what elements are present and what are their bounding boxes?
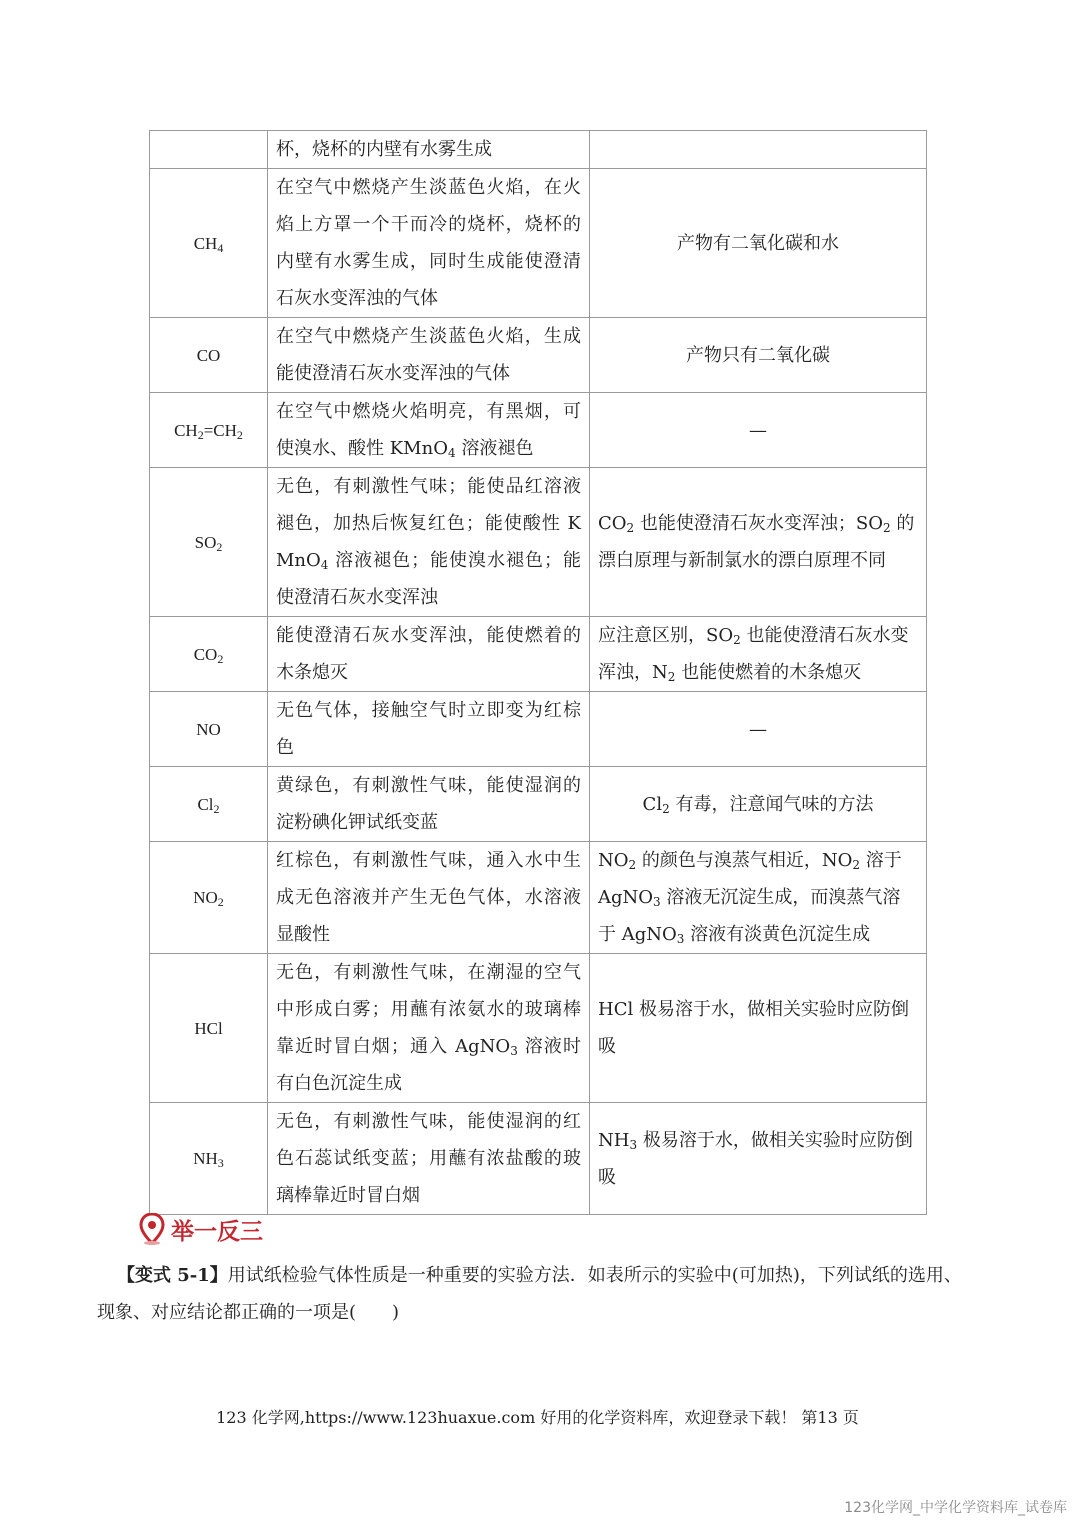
subscript: 3 bbox=[629, 1137, 638, 1152]
question-tag: 【变式 5-1】 bbox=[117, 1265, 228, 1286]
table-row bbox=[150, 617, 927, 692]
subscript: 2 bbox=[662, 801, 670, 816]
subscript: 2 bbox=[852, 858, 861, 872]
note-cell: 产物有二氧化碳和水 bbox=[590, 169, 927, 318]
subscript: 3 bbox=[676, 932, 685, 946]
property-cell: 黄绿色，有刺激性气味，能使湿润的淀粉碘化钾试纸变蓝 bbox=[268, 767, 590, 842]
subscript: 2 bbox=[217, 651, 224, 666]
location-pin-icon bbox=[139, 1213, 165, 1245]
question-text: 用试纸检验气体性质是一种重要的实验方法．如表所示的实验中(可加热)，下列试纸的选用、现象、对应结论都正确的一项是( ) bbox=[97, 1265, 962, 1323]
subscript: 2 bbox=[213, 801, 220, 816]
property-cell: 无色，有刺激性气味；能使品红溶液褪色，加热后恢复红色；能使酸性 KMnO$_4$ 溶液褪色；能使溴水褪色；能使澄清石灰水变浑浊 bbox=[268, 468, 590, 617]
table-row bbox=[150, 169, 927, 318]
property-cell: 无色气体，接触空气时立即变为红棕色 bbox=[268, 692, 590, 767]
table-row bbox=[150, 131, 927, 169]
property-cell: 能使澄清石灰水变浑浊，能使燃着的木条熄灭 bbox=[268, 617, 590, 692]
table-row bbox=[150, 842, 927, 954]
note-cell: — bbox=[590, 393, 927, 468]
gas-cell: $NH_3$ bbox=[150, 1103, 268, 1215]
subscript: 4 bbox=[320, 558, 329, 572]
gas-cell: $CO_2$ bbox=[150, 617, 268, 692]
note-cell: $NH_3$ 极易溶于水，做相关实验时应防倒吸 bbox=[590, 1103, 927, 1215]
gas-cell: $Cl_2$ bbox=[150, 767, 268, 842]
subscript: 2 bbox=[628, 858, 637, 872]
table-row bbox=[150, 318, 927, 393]
note-cell: HCl 极易溶于水，做相关实验时应防倒吸 bbox=[590, 954, 927, 1103]
gas-cell: $CH_2=CH_2$ bbox=[150, 393, 268, 468]
gas-cell: $SO_2$ bbox=[150, 468, 268, 617]
note-cell bbox=[590, 131, 927, 169]
subscript: 3 bbox=[217, 1156, 224, 1170]
subscript: 4 bbox=[447, 446, 456, 460]
property-cell: 在空气中燃烧产生淡蓝色火焰，生成能使澄清石灰水变浑浊的气体 bbox=[268, 318, 590, 393]
property-cell: 红棕色，有刺激性气味，通入水中生成无色溶液并产生无色气体，水溶液显酸性 bbox=[268, 842, 590, 954]
note-cell: 应注意区别，$SO_2$ 也能使澄清石灰水变浑浊，$N_2$ 也能使燃着的木条熄灭 bbox=[590, 617, 927, 692]
subscript: 2 bbox=[882, 521, 891, 535]
gas-cell: $NO_2$ bbox=[150, 842, 268, 954]
property-cell: 在空气中燃烧产生淡蓝色火焰，在火焰上方罩一个干而冷的烧杯，烧杯的内壁有水雾生成，同时生成能使澄清石灰水变浑浊的气体 bbox=[268, 169, 590, 318]
note-cell: $NO_2$ 的颜色与溴蒸气相近，$NO_2$ 溶于 AgNO$_3$ 溶液无沉淀生成，而溴蒸气溶于 AgNO$_3$ 溶液有淡黄色沉淀生成 bbox=[590, 842, 927, 954]
property-cell: 在空气中燃烧火焰明亮，有黑烟，可使溴水、酸性 KMnO$_4$ 溶液褪色 bbox=[268, 393, 590, 468]
table-row bbox=[150, 1103, 927, 1215]
gas-cell: HCl bbox=[150, 954, 268, 1103]
page-footer: 123 化学网,https://www.123huaxue.com 好用的化学资料库，欢迎登录下载！ 第13 页 bbox=[216, 1408, 859, 1427]
table-row bbox=[150, 393, 927, 468]
note-cell: 产物只有二氧化碳 bbox=[590, 318, 927, 393]
question-paragraph bbox=[97, 1257, 977, 1331]
subscript: 2 bbox=[236, 427, 243, 442]
gas-cell: NO bbox=[150, 692, 268, 767]
note-cell: — bbox=[590, 692, 927, 767]
gas-properties-table bbox=[149, 130, 927, 1215]
subscript: 3 bbox=[510, 1044, 518, 1058]
table-row bbox=[150, 767, 927, 842]
subscript: 2 bbox=[667, 670, 676, 684]
subscript: 2 bbox=[626, 521, 635, 535]
subscript: 2 bbox=[733, 633, 741, 647]
subscript: 2 bbox=[217, 895, 224, 909]
note-cell: $CO_2$ 也能使澄清石灰水变浑浊；$SO_2$ 的漂白原理与新制氯水的漂白原理不同 bbox=[590, 468, 927, 617]
table-row bbox=[150, 954, 927, 1103]
property-cell: 无色，有刺激性气味，在潮湿的空气中形成白雾；用蘸有浓氨水的玻璃棒靠近时冒白烟；通入 AgNO$_3$ 溶液时有白色沉淀生成 bbox=[268, 954, 590, 1103]
section-title: 举一反三 bbox=[171, 1218, 263, 1245]
section-header bbox=[139, 1212, 263, 1246]
subscript: 4 bbox=[217, 240, 224, 255]
subscript: 3 bbox=[653, 895, 661, 909]
subscript: 2 bbox=[216, 539, 223, 554]
property-cell: 无色，有刺激性气味，能使湿润的红色石蕊试纸变蓝；用蘸有浓盐酸的玻璃棒靠近时冒白烟 bbox=[268, 1103, 590, 1215]
gas-cell: $CH_4$ bbox=[150, 169, 268, 318]
property-cell: 杯，烧杯的内壁有水雾生成 bbox=[268, 131, 590, 169]
subscript: 2 bbox=[197, 427, 204, 442]
table-row bbox=[150, 692, 927, 767]
gas-cell: CO bbox=[150, 318, 268, 393]
table-row bbox=[150, 468, 927, 617]
watermark: 123化学网_中学化学资料库_试卷库 bbox=[844, 1500, 1067, 1516]
note-cell: $Cl_2$ 有毒，注意闻气味的方法 bbox=[590, 767, 927, 842]
gas-cell bbox=[150, 131, 268, 169]
